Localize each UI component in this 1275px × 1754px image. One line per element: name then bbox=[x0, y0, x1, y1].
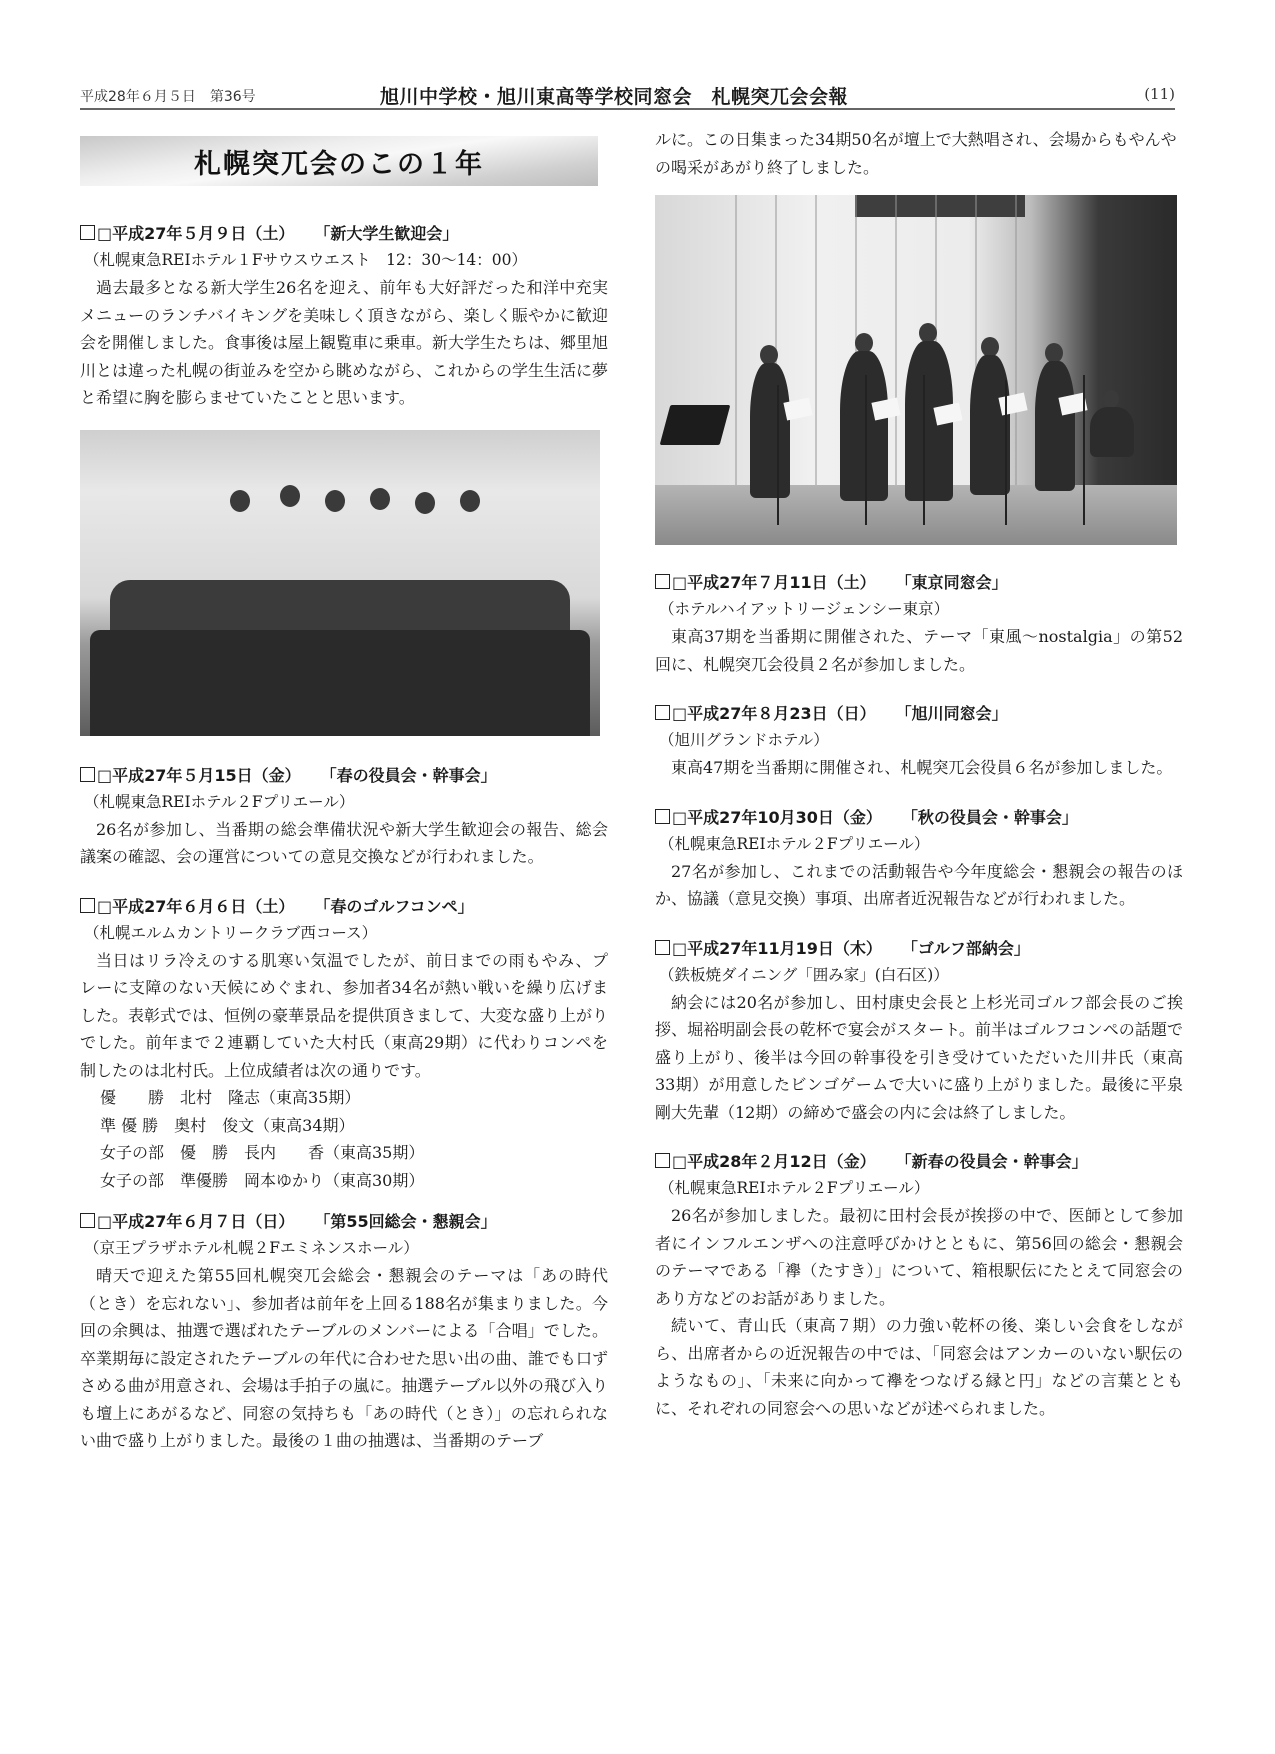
event-body-2: 続いて、青山氏（東高７期）の力強い乾杯の後、楽しい会食をしながら、出席者からの近況報告の中では、「同窓会はアンカーのいない駅伝のようなもの」、「未来に向かって襷をつなげる縁と円」などの言葉とともに、それぞれの同窓会への思いなどが述べられました。 bbox=[655, 1316, 1183, 1418]
event-spring-golf bbox=[80, 893, 608, 1195]
page-number: (11) bbox=[1144, 85, 1175, 103]
event-spring-board-meeting bbox=[80, 762, 608, 871]
issue-date: 平成28年６月５日 第36号 bbox=[80, 89, 256, 105]
golf-result-1: 優 勝 北村 隆志（東高35期） bbox=[100, 1088, 361, 1107]
event-venue: （札幌東急REIホテル２Fプリエール） bbox=[84, 792, 355, 811]
event-body: 過去最多となる新大学生26名を迎え、前年も大好評だった和洋中充実メニューのランチバイキングを美味しく頂きながら、楽しく賑やかに歓迎会を開催しました。食事後は屋上観覧車に乗車。新大学生たちは、郷里旭川とは違った札幌の街並みを空から眺めながら、これからの学生生活に夢と希望に胸を膨らませていたことと思います。 bbox=[80, 278, 609, 407]
group-photo bbox=[80, 430, 600, 736]
section-banner bbox=[80, 136, 598, 186]
checkbox-square-icon bbox=[80, 225, 95, 240]
event-venue: （旭川グランドホテル） bbox=[659, 731, 829, 749]
event-heading bbox=[655, 1148, 1183, 1175]
checkbox-square-icon bbox=[655, 809, 670, 824]
page-header bbox=[80, 82, 1175, 110]
golf-result-3: 女子の部 優 勝 長内 香（東高35期） bbox=[100, 1143, 425, 1162]
event-body: 東高47期を当番期に開催され、札幌突兀会役員６名が参加しました。 bbox=[671, 758, 1173, 777]
event-name: 「春のゴルフコンペ」 bbox=[322, 896, 474, 916]
event-new-year-board-meeting bbox=[655, 1148, 1183, 1422]
checkbox-square-icon bbox=[655, 1153, 670, 1168]
event-body: 26名が参加しました。最初に田村会長が挨拶の中で、医師として参加者にインフルエンザへの注意呼びかけとともに、第56回の総会・懇親会のテーマである「襷（たすき）」について、箱根駅伝にたとえて同窓会のあり方などのお話がありました。 bbox=[655, 1206, 1183, 1308]
event-name: 「第55回総会・懇親会」 bbox=[322, 1212, 497, 1231]
checkbox-square-icon bbox=[80, 767, 95, 782]
event-body: 晴天で迎えた第55回札幌突兀会総会・懇親会のテーマは「あの時代（とき）を忘れない」、参加者は前年を上回る188名が集まりました。今回の余興は、抽選で選ばれたテーブルのメンバーによる「合唱」でした。卒業期毎に設定されたテーブルの年代に合わせた思い出の曲、誰でも口ずさめる曲が用意され、会場は手拍子の嵐に。抽選テーブル以外の飛び入りも壇上にあがるなど、同窓の気持ちも「あの時代（とき）」の忘れられない曲で盛り上がりました。最後の１曲の抽選は、当番期のテーブ bbox=[80, 1266, 608, 1450]
checkbox-square-icon bbox=[655, 574, 670, 589]
event-heading bbox=[80, 1208, 608, 1235]
event-venue: （ホテルハイアットリージェンシー東京） bbox=[659, 600, 950, 618]
event-name: 「秋の役員会・幹事会」 bbox=[909, 807, 1078, 827]
event-welcome-party bbox=[80, 220, 608, 412]
event-date: □平成27年５月15日（金） bbox=[97, 765, 301, 785]
event-body: 当日はリラ冷えのする肌寒い気温でしたが、前日までの雨もやみ、プレーに支障のない天候にめぐまれ、参加者34名が熱い戦いを繰り広げました。表彰式では、恒例の豪華景品を提供頂きまして、大変な盛り上がりでした。前年まで２連覇していた大村氏（東高29期）に代わりコンペを制したのは北村氏。上位成績者は次の通りです。 bbox=[80, 950, 608, 1080]
header-divider bbox=[80, 108, 1175, 110]
checkbox-square-icon bbox=[80, 1213, 95, 1228]
event-date: □平成27年10月30日（金） bbox=[672, 807, 882, 827]
event-name: 「ゴルフ部納会」 bbox=[909, 938, 1030, 958]
event-date: □平成27年８月23日（日） bbox=[672, 704, 876, 723]
event-venue: （京王プラザホテル札幌２Fエミネンスホール） bbox=[84, 1239, 419, 1257]
event-body: 東高37期を当番期に開催された、テーマ「東風〜nostalgia」の第52回に、札幌突兀会役員２名が参加しました。 bbox=[655, 627, 1183, 674]
event-name: 「旭川同窓会」 bbox=[903, 704, 1008, 723]
event-venue: （札幌東急REIホテル１Fサウスウエスト 12：30〜14：00） bbox=[84, 251, 528, 269]
event-golf-year-end bbox=[655, 935, 1183, 1127]
event-venue: （鉄板焼ダイニング「囲み家」(白石区)） bbox=[659, 965, 949, 984]
event-name: 「新春の役員会・幹事会」 bbox=[903, 1152, 1088, 1171]
left-column bbox=[80, 200, 608, 1477]
event-date: □平成27年６月６日（土） bbox=[97, 896, 295, 916]
event-venue: （札幌東急REIホテル２Fプリエール） bbox=[659, 834, 930, 853]
event-heading bbox=[80, 220, 608, 247]
event-venue: （札幌東急REIホテル２Fプリエール） bbox=[659, 1179, 930, 1197]
event-name: 「春の役員会・幹事会」 bbox=[328, 765, 497, 785]
event-date: □平成27年６月７日（日） bbox=[97, 1212, 295, 1231]
event-heading bbox=[655, 700, 1183, 727]
event-body-continuation: ルに。この日集まった34期50名が壇上で大熱唱され、会場からもやんやの喝采があがり終了しました。 bbox=[655, 130, 1177, 177]
event-autumn-board-meeting bbox=[655, 804, 1183, 913]
event-date: □平成28年２月12日（金） bbox=[672, 1152, 876, 1171]
event-heading bbox=[655, 569, 1183, 596]
stage-photo bbox=[655, 195, 1177, 545]
event-name: 「新大学生歓迎会」 bbox=[322, 224, 459, 243]
event-body: 26名が参加し、当番期の総会準備状況や新大学生歓迎会の報告、総会議案の確認、会の運営についての意見交換などが行われました。 bbox=[80, 819, 608, 866]
event-heading bbox=[655, 935, 1183, 962]
event-date: □平成27年５月９日（土） bbox=[97, 224, 295, 243]
event-name: 「東京同窓会」 bbox=[903, 573, 1008, 592]
event-heading bbox=[80, 762, 608, 789]
golf-result-4: 女子の部 準優勝 岡本ゆかり（東高30期） bbox=[100, 1170, 425, 1190]
event-asahikawa-reunion bbox=[655, 700, 1183, 782]
event-heading bbox=[80, 893, 608, 920]
checkbox-square-icon bbox=[655, 940, 670, 955]
event-date: □平成27年11月19日（木） bbox=[672, 938, 882, 958]
golf-result-2: 準 優 勝 奥村 俊文（東高34期） bbox=[100, 1115, 355, 1135]
newsletter-title: 旭川中学校・旭川東高等学校同窓会 札幌突兀会会報 bbox=[380, 86, 849, 108]
event-general-meeting bbox=[80, 1208, 608, 1455]
checkbox-square-icon bbox=[80, 898, 95, 913]
right-column bbox=[655, 126, 1183, 1444]
section-title: 札幌突兀会のこの１年 bbox=[194, 148, 484, 180]
checkbox-square-icon bbox=[655, 705, 670, 720]
event-tokyo-reunion bbox=[655, 569, 1183, 678]
event-date: □平成27年７月11日（土） bbox=[672, 573, 876, 592]
event-body: 納会には20名が参加し、田村康史会長と上杉光司ゴルフ部会長のご挨拶、堀裕明副会長の乾杯で宴会がスタート。前半はゴルフコンペの話題で盛り上がり、後半は今回の幹事役を引き受けていただいた川井氏（東高33期）が用意したビンゴゲームで大いに盛り上がりました。最後に平泉剛大先輩（12期）の締めで盛会の内に会は終了しました。 bbox=[655, 992, 1183, 1122]
event-body: 27名が参加し、これまでの活動報告や今年度総会・懇親会の報告のほか、協議（意見交換）事項、出席者近況報告などが行われました。 bbox=[655, 861, 1183, 908]
event-venue: （札幌エルムカントリークラブ西コース） bbox=[84, 923, 378, 942]
event-heading bbox=[655, 804, 1183, 831]
